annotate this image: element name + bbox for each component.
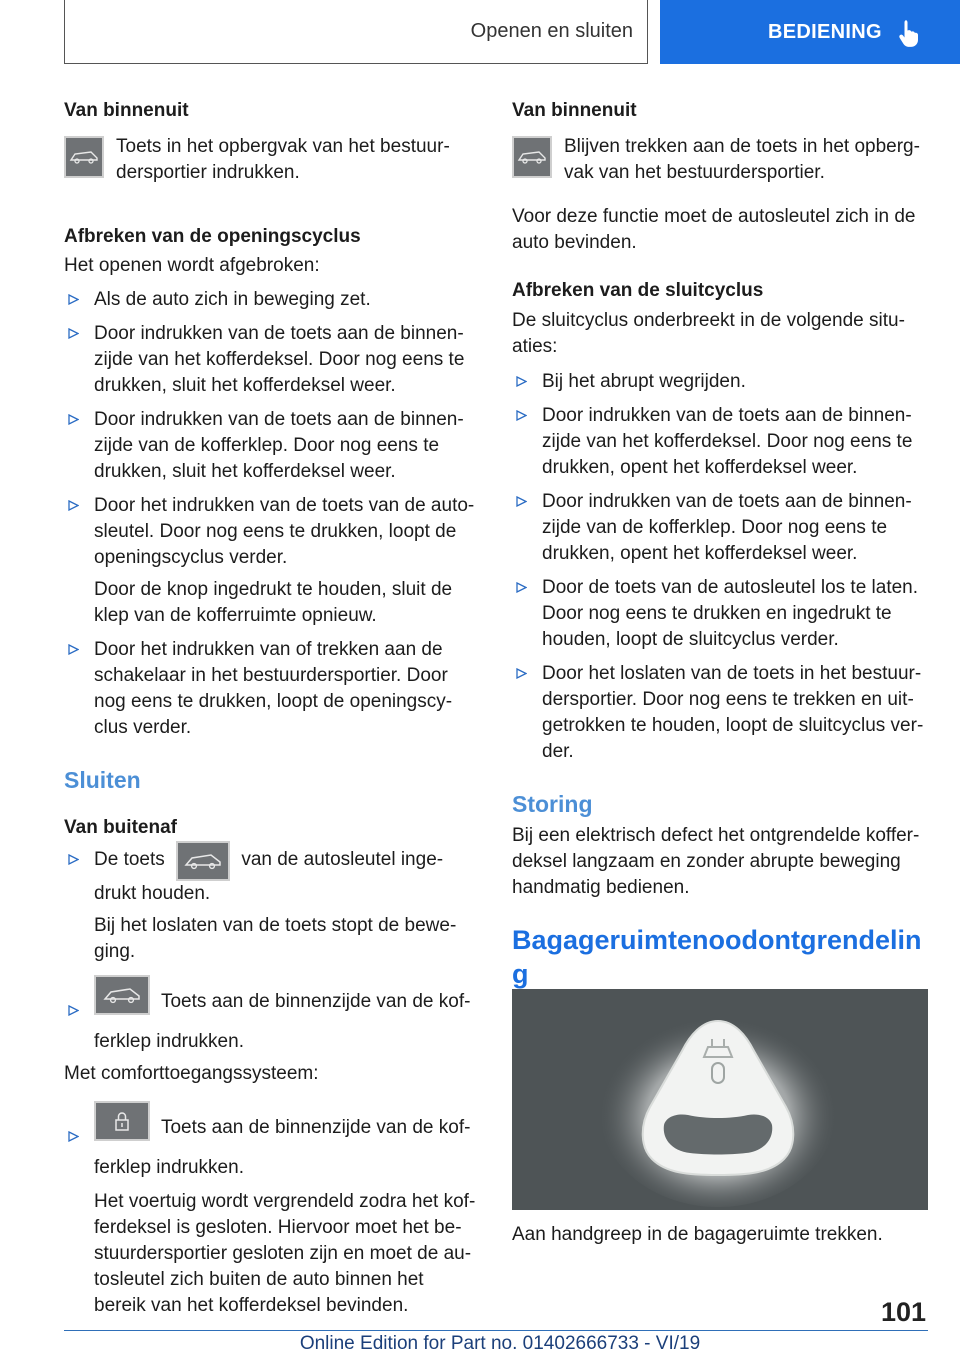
inline-icon-wrap (94, 975, 150, 1015)
left-s2-intro: Het openen wordt afgebroken: (64, 255, 320, 276)
list-item (64, 287, 478, 313)
bullet-triangle-icon (68, 854, 79, 865)
right-column (512, 98, 930, 991)
bullet-triangle-icon (68, 500, 79, 511)
inline-icon-wrap (94, 1101, 150, 1141)
list-item-text: Door het loslaten van de toets in het bestuurdersportier. Door nog eens te trekken en uitgetrokken te houden, loopt de sluitcyclus verder. (542, 663, 924, 762)
bullet-triangle-icon (516, 582, 527, 593)
left-s3-title: Van buitenaf (64, 817, 177, 838)
lock-button-icon (94, 1101, 150, 1141)
list-item-text: De toets (94, 849, 165, 870)
bullet-triangle-icon (516, 496, 527, 507)
list-item (64, 637, 478, 741)
bullet-triangle-icon (68, 1005, 79, 1016)
list-item-continuation: Door de knop ingedrukt te houden, sluit de klep van de kofferruimte opnieuw. (94, 579, 453, 626)
footer-edition: Online Edition for Part no. 01402666733 - VI/19 (299, 1333, 701, 1354)
list-item-text: Toets aan de binnenzijde van de kofferklep indrukken. (94, 991, 471, 1052)
header-section-box (64, 0, 648, 64)
bullet-triangle-icon (68, 328, 79, 339)
list-item (64, 321, 478, 399)
bullet-triangle-icon (68, 1131, 79, 1142)
list-item (512, 489, 930, 567)
list-item (64, 847, 478, 965)
header-chapter-title: BEDIENING (768, 20, 882, 43)
right-s1-note: Voor deze functie moet de autosleutel zich in de auto bevinden. (512, 206, 916, 253)
emergency-release-photo (512, 989, 928, 1210)
left-s2-title: Afbreken van de openingscyclus (64, 226, 361, 247)
list-item-text: Door de toets van de autosleutel los te laten. Door nog eens te drukken en ingedrukt te houden, loopt de sluitcyclus verder. (542, 577, 919, 650)
bullet-triangle-icon (516, 376, 527, 387)
left-s3-comfort: Met comforttoegangssysteem: (64, 1063, 319, 1084)
list-item-text: Door indrukken van de toets aan de binnenzijde van de kofferklep. Door nog eens te drukken, opent het kofferdeksel weer. (542, 491, 912, 564)
list-item (64, 493, 478, 629)
left-s2-list (64, 287, 478, 741)
list-item-text: Door indrukken van de toets aan de binnenzijde van de kofferklep. Door nog eens te drukken, sluit het kofferdeksel weer. (94, 409, 464, 482)
list-item-text: Door het indrukken van of trekken aan de schakelaar in het bestuurdersportier. Door nog eens te drukken, loopt de openingscyclus verder. (94, 639, 453, 738)
photo-caption: Aan handgreep in de bagageruimte trekken. (512, 1224, 883, 1245)
footer (0, 1333, 960, 1355)
heading-sluiten: Sluiten (64, 767, 141, 793)
list-item (64, 407, 478, 485)
list-item-text: Als de auto zich in beweging zet. (94, 289, 371, 310)
right-s1-iconline (512, 134, 930, 186)
trunk-button-icon (512, 136, 552, 178)
list-item (512, 403, 930, 481)
trunk-button-icon (64, 136, 104, 178)
right-s1-text: Blijven trekken aan de toets in het opbergvak van het bestuurdersportier. (564, 136, 920, 183)
right-s2-list (512, 369, 930, 765)
right-s1-title: Van binnenuit (512, 100, 637, 121)
list-item-text: Door het indrukken van de toets van de autosleutel. Door nog eens te drukken, loopt de openingscyclus verder. (94, 495, 475, 568)
bullet-triangle-icon (516, 410, 527, 421)
heading-storing: Storing (512, 791, 593, 817)
right-s2-intro: De sluitcyclus onderbreekt in de volgende situaties: (512, 310, 905, 357)
bullet-triangle-icon (68, 294, 79, 305)
list-item (64, 1101, 478, 1319)
header-chapter-tab[interactable] (660, 0, 960, 64)
heading-bagageruimte: Bagageruimtenoodontgrendelin g (512, 925, 922, 989)
list-item-text: Door indrukken van de toets aan de binnenzijde van het kofferdeksel. Door nog eens te drukken, opent het kofferdeksel weer. (542, 405, 913, 478)
emergency-handle-illustration (512, 989, 928, 1210)
list-item (512, 369, 930, 395)
inline-icon-wrap (176, 847, 230, 881)
bullet-triangle-icon (68, 644, 79, 655)
list-item (512, 575, 930, 653)
trunk-button-icon (176, 841, 230, 881)
pointing-hand-icon (896, 18, 926, 48)
left-column (64, 98, 478, 1319)
left-s3-comfort-list (64, 1101, 478, 1319)
left-s1-iconline (64, 134, 478, 186)
left-s1-title: Van binnenuit (64, 100, 189, 121)
list-item-text: Door indrukken van de toets aan de binnenzijde van het kofferdeksel. Door nog eens te drukken, sluit het kofferdeksel weer. (94, 323, 465, 396)
list-item-text: Toets aan de binnenzijde van de kofferklep indrukken. (94, 1117, 471, 1178)
list-item-text: van de autosleutel ingedrukt houden. (94, 849, 444, 904)
trunk-button-icon (94, 975, 150, 1015)
list-item (64, 975, 478, 1052)
bullet-triangle-icon (68, 414, 79, 425)
list-item-text: Bij het abrupt wegrijden. (542, 371, 746, 392)
list-item-continuation: Bij het loslaten van de toets stopt de beweging. (94, 915, 457, 962)
right-s2-title: Afbreken van de sluitcyclus (512, 280, 764, 301)
list-item-continuation: Het voertuig wordt vergrendeld zodra het kofferdeksel is gesloten. Hiervoor moet het bestuurdersportier gesloten zijn en moet de autosleutel zich buiten de auto binnen het bereik van het kofferdeksel bevinden. (94, 1191, 476, 1316)
left-s1-text: Toets in het opbergvak van het bestuurdersportier indrukken. (116, 136, 450, 183)
bullet-triangle-icon (516, 668, 527, 679)
left-s3-list (64, 847, 478, 1052)
storing-text: Bij een elektrisch defect het ontgrendelde kofferdeksel langzaam en zonder abrupte beweging handmatig bedienen. (512, 825, 920, 898)
page-number: 101 (880, 1297, 926, 1327)
list-item (512, 661, 930, 765)
footer-divider (64, 1330, 928, 1331)
header-section-title: Openen en sluiten (470, 20, 633, 42)
